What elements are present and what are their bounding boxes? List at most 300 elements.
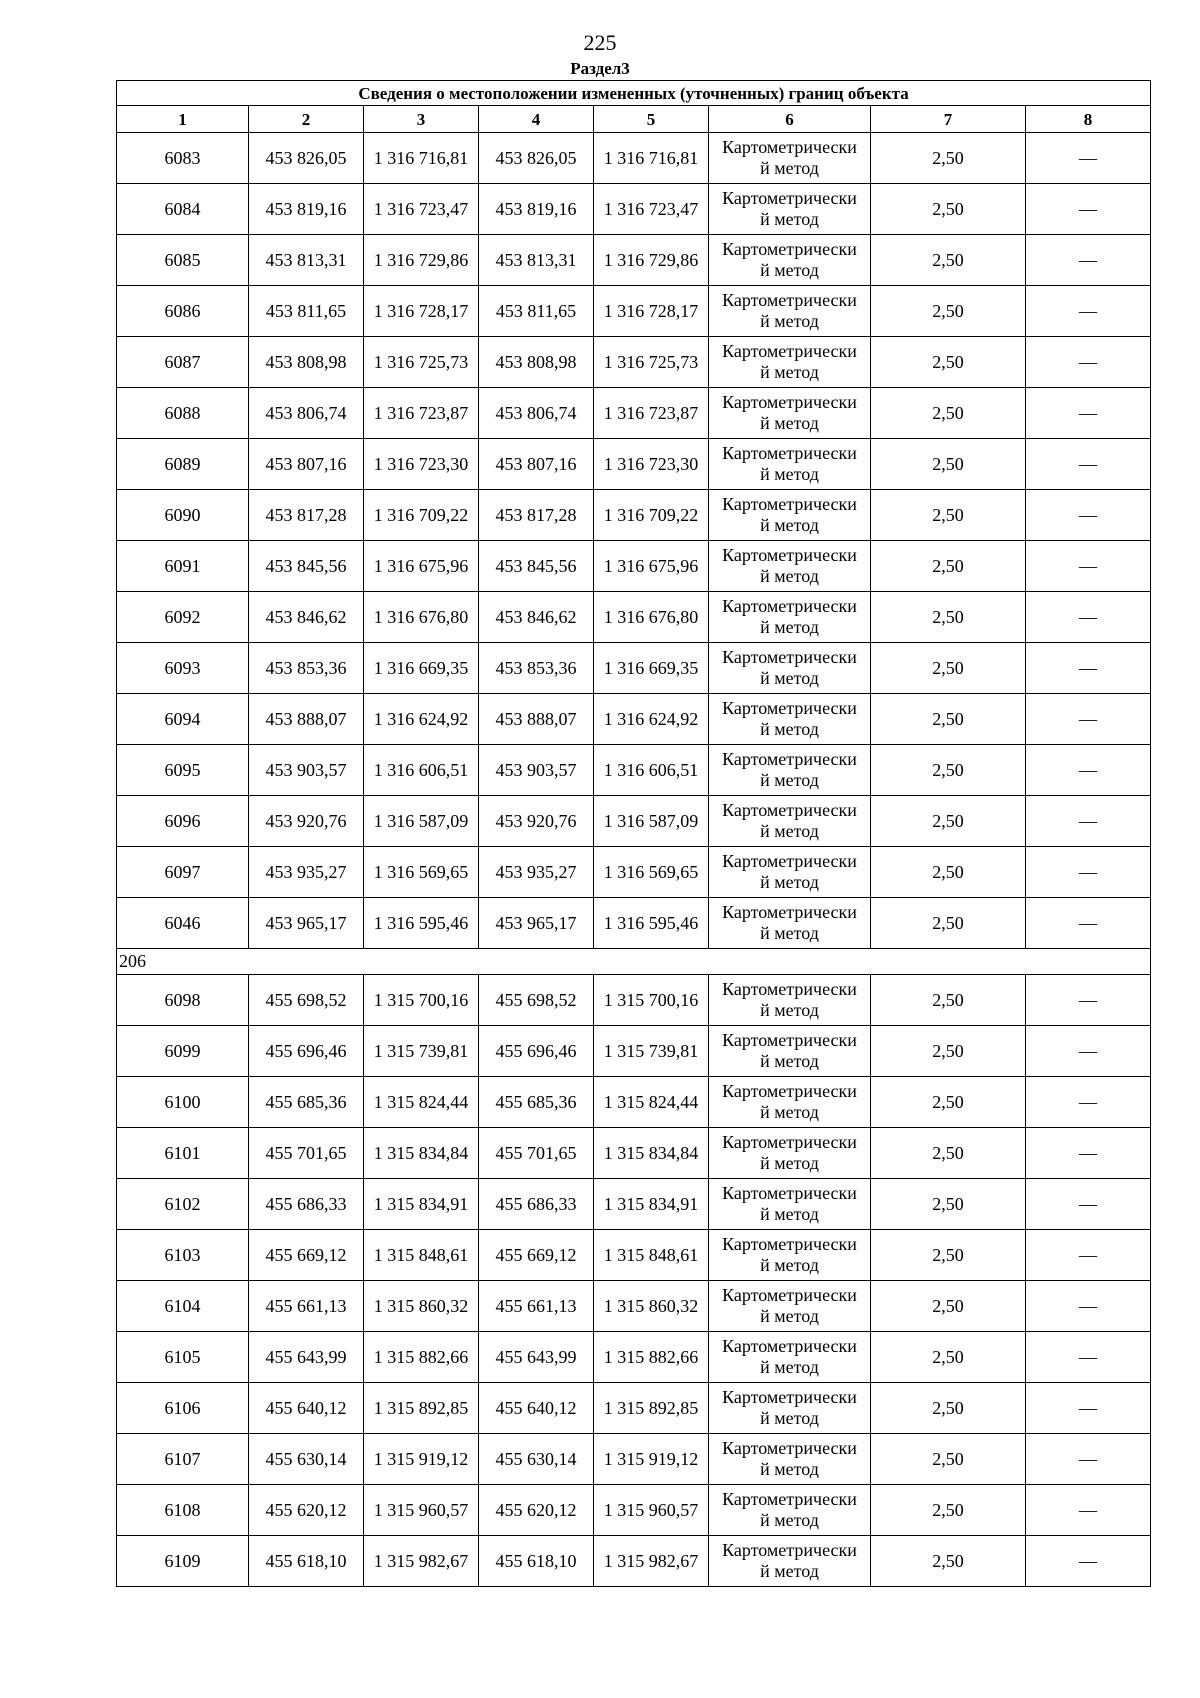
- description-cell: —: [1026, 286, 1151, 337]
- point-number-cell: 6094: [117, 694, 249, 745]
- method-text-line-1: Картометрически: [722, 188, 857, 208]
- y-new-cell: 1 315 739,81: [594, 1026, 709, 1077]
- description-cell: —: [1026, 133, 1151, 184]
- accuracy-cell: 2,50: [871, 184, 1026, 235]
- y-existing-cell: 1 315 882,66: [364, 1332, 479, 1383]
- x-new-cell: 455 618,10: [479, 1536, 594, 1587]
- table-row: [117, 541, 1151, 592]
- column-number: 8: [1026, 106, 1151, 133]
- accuracy-cell: 2,50: [871, 1026, 1026, 1077]
- method-text-line-2: й метод: [760, 1459, 819, 1479]
- accuracy-cell: 2,50: [871, 1179, 1026, 1230]
- table-row: [117, 643, 1151, 694]
- x-new-cell: 453 965,17: [479, 898, 594, 949]
- table-row: [117, 1128, 1151, 1179]
- method-text-line-2: й метод: [760, 719, 819, 739]
- accuracy-cell: 2,50: [871, 541, 1026, 592]
- method-text-line-1: Картометрически: [722, 494, 857, 514]
- description-cell: —: [1026, 1026, 1151, 1077]
- column-number: 2: [249, 106, 364, 133]
- method-cell: [709, 694, 871, 745]
- method-text-line-1: Картометрически: [722, 443, 857, 463]
- y-existing-cell: 1 315 960,57: [364, 1485, 479, 1536]
- method-text-line-1: Картометрически: [722, 800, 857, 820]
- y-new-cell: 1 315 824,44: [594, 1077, 709, 1128]
- contour-group-row: [117, 949, 1151, 975]
- method-text-line-2: й метод: [760, 158, 819, 178]
- method-cell: [709, 541, 871, 592]
- method-text-line-2: й метод: [760, 1357, 819, 1377]
- x-existing-cell: 453 808,98: [249, 337, 364, 388]
- y-new-cell: 1 316 587,09: [594, 796, 709, 847]
- x-existing-cell: 453 811,65: [249, 286, 364, 337]
- x-new-cell: 455 696,46: [479, 1026, 594, 1077]
- y-existing-cell: 1 315 739,81: [364, 1026, 479, 1077]
- method-cell: [709, 1536, 871, 1587]
- accuracy-cell: 2,50: [871, 1281, 1026, 1332]
- y-new-cell: 1 315 982,67: [594, 1536, 709, 1587]
- method-cell: [709, 592, 871, 643]
- x-new-cell: 453 811,65: [479, 286, 594, 337]
- x-new-cell: 453 853,36: [479, 643, 594, 694]
- method-text-line-2: й метод: [760, 260, 819, 280]
- y-existing-cell: 1 315 892,85: [364, 1383, 479, 1434]
- method-cell: [709, 1434, 871, 1485]
- method-text-line-1: Картометрически: [722, 979, 857, 999]
- point-number-cell: 6109: [117, 1536, 249, 1587]
- accuracy-cell: 2,50: [871, 133, 1026, 184]
- x-existing-cell: 455 686,33: [249, 1179, 364, 1230]
- point-number-cell: 6097: [117, 847, 249, 898]
- method-text-line-1: Картометрически: [722, 1438, 857, 1458]
- accuracy-cell: 2,50: [871, 490, 1026, 541]
- x-new-cell: 455 698,52: [479, 975, 594, 1026]
- accuracy-cell: 2,50: [871, 1536, 1026, 1587]
- y-existing-cell: 1 316 675,96: [364, 541, 479, 592]
- x-existing-cell: 455 696,46: [249, 1026, 364, 1077]
- x-existing-cell: 453 817,28: [249, 490, 364, 541]
- table-row: [117, 975, 1151, 1026]
- point-number-cell: 6100: [117, 1077, 249, 1128]
- y-new-cell: 1 316 595,46: [594, 898, 709, 949]
- method-text-line-2: й метод: [760, 821, 819, 841]
- x-existing-cell: 453 920,76: [249, 796, 364, 847]
- y-new-cell: 1 316 675,96: [594, 541, 709, 592]
- x-new-cell: 455 669,12: [479, 1230, 594, 1281]
- point-number-cell: 6096: [117, 796, 249, 847]
- method-text-line-2: й метод: [760, 311, 819, 331]
- method-text-line-1: Картометрически: [722, 239, 857, 259]
- point-number-cell: 6046: [117, 898, 249, 949]
- y-existing-cell: 1 316 716,81: [364, 133, 479, 184]
- y-new-cell: 1 315 700,16: [594, 975, 709, 1026]
- point-number-cell: 6105: [117, 1332, 249, 1383]
- y-existing-cell: 1 315 982,67: [364, 1536, 479, 1587]
- method-cell: [709, 490, 871, 541]
- description-cell: —: [1026, 1179, 1151, 1230]
- method-text-line-2: й метод: [760, 1561, 819, 1581]
- method-text-line-1: Картометрически: [722, 902, 857, 922]
- point-number-cell: 6085: [117, 235, 249, 286]
- y-existing-cell: 1 316 606,51: [364, 745, 479, 796]
- method-cell: [709, 337, 871, 388]
- x-existing-cell: 455 701,65: [249, 1128, 364, 1179]
- accuracy-cell: 2,50: [871, 847, 1026, 898]
- y-existing-cell: 1 316 728,17: [364, 286, 479, 337]
- x-new-cell: 455 686,33: [479, 1179, 594, 1230]
- y-existing-cell: 1 316 595,46: [364, 898, 479, 949]
- method-text-line-1: Картометрически: [722, 545, 857, 565]
- table-row: [117, 1026, 1151, 1077]
- y-new-cell: 1 316 606,51: [594, 745, 709, 796]
- column-number: 5: [594, 106, 709, 133]
- table-row: [117, 1077, 1151, 1128]
- table-row: [117, 745, 1151, 796]
- y-new-cell: 1 315 860,32: [594, 1281, 709, 1332]
- accuracy-cell: 2,50: [871, 1230, 1026, 1281]
- y-new-cell: 1 316 569,65: [594, 847, 709, 898]
- table-row: [117, 439, 1151, 490]
- point-number-cell: 6101: [117, 1128, 249, 1179]
- table-row: [117, 286, 1151, 337]
- x-existing-cell: 453 845,56: [249, 541, 364, 592]
- method-text-line-2: й метод: [760, 617, 819, 637]
- accuracy-cell: 2,50: [871, 337, 1026, 388]
- x-new-cell: 455 643,99: [479, 1332, 594, 1383]
- table-caption: Сведения о местоположении измененных (уточненных) границ объекта: [117, 81, 1151, 106]
- accuracy-cell: 2,50: [871, 439, 1026, 490]
- method-cell: [709, 1332, 871, 1383]
- description-cell: —: [1026, 184, 1151, 235]
- method-text-line-2: й метод: [760, 668, 819, 688]
- table-row: [117, 592, 1151, 643]
- method-text-line-2: й метод: [760, 566, 819, 586]
- method-text-line-1: Картометрически: [722, 1540, 857, 1560]
- method-text-line-2: й метод: [760, 1204, 819, 1224]
- point-number-cell: 6086: [117, 286, 249, 337]
- y-new-cell: 1 316 723,87: [594, 388, 709, 439]
- x-new-cell: 453 807,16: [479, 439, 594, 490]
- x-new-cell: 453 817,28: [479, 490, 594, 541]
- y-existing-cell: 1 316 723,47: [364, 184, 479, 235]
- point-number-cell: 6104: [117, 1281, 249, 1332]
- description-cell: —: [1026, 975, 1151, 1026]
- description-cell: —: [1026, 1128, 1151, 1179]
- description-cell: —: [1026, 439, 1151, 490]
- x-new-cell: 453 826,05: [479, 133, 594, 184]
- accuracy-cell: 2,50: [871, 235, 1026, 286]
- x-existing-cell: 455 685,36: [249, 1077, 364, 1128]
- table-row: [117, 1536, 1151, 1587]
- method-text-line-1: Картометрически: [722, 1489, 857, 1509]
- method-cell: [709, 975, 871, 1026]
- column-number: 7: [871, 106, 1026, 133]
- point-number-cell: 6099: [117, 1026, 249, 1077]
- method-cell: [709, 745, 871, 796]
- x-existing-cell: 453 965,17: [249, 898, 364, 949]
- description-cell: —: [1026, 898, 1151, 949]
- method-text-line-2: й метод: [760, 872, 819, 892]
- method-text-line-1: Картометрически: [722, 851, 857, 871]
- y-existing-cell: 1 316 729,86: [364, 235, 479, 286]
- x-existing-cell: 453 935,27: [249, 847, 364, 898]
- x-new-cell: 453 888,07: [479, 694, 594, 745]
- x-existing-cell: 453 813,31: [249, 235, 364, 286]
- method-cell: [709, 1077, 871, 1128]
- accuracy-cell: 2,50: [871, 286, 1026, 337]
- table-row: [117, 796, 1151, 847]
- y-existing-cell: 1 316 723,30: [364, 439, 479, 490]
- x-existing-cell: 453 853,36: [249, 643, 364, 694]
- method-text-line-1: Картометрически: [722, 698, 857, 718]
- y-new-cell: 1 316 716,81: [594, 133, 709, 184]
- point-number-cell: 6106: [117, 1383, 249, 1434]
- accuracy-cell: 2,50: [871, 1434, 1026, 1485]
- method-text-line-2: й метод: [760, 413, 819, 433]
- method-text-line-1: Картометрически: [722, 341, 857, 361]
- point-number-cell: 6102: [117, 1179, 249, 1230]
- y-new-cell: 1 316 624,92: [594, 694, 709, 745]
- y-new-cell: 1 316 723,47: [594, 184, 709, 235]
- y-new-cell: 1 315 960,57: [594, 1485, 709, 1536]
- y-new-cell: 1 316 676,80: [594, 592, 709, 643]
- method-text-line-2: й метод: [760, 464, 819, 484]
- method-cell: [709, 1485, 871, 1536]
- method-cell: [709, 1128, 871, 1179]
- method-cell: [709, 1383, 871, 1434]
- y-existing-cell: 1 316 569,65: [364, 847, 479, 898]
- description-cell: —: [1026, 745, 1151, 796]
- accuracy-cell: 2,50: [871, 975, 1026, 1026]
- description-cell: —: [1026, 1485, 1151, 1536]
- method-cell: [709, 643, 871, 694]
- method-text-line-1: Картометрически: [722, 1030, 857, 1050]
- method-text-line-2: й метод: [760, 1153, 819, 1173]
- accuracy-cell: 2,50: [871, 796, 1026, 847]
- accuracy-cell: 2,50: [871, 1332, 1026, 1383]
- point-number-cell: 6107: [117, 1434, 249, 1485]
- x-new-cell: 453 808,98: [479, 337, 594, 388]
- method-text-line-1: Картометрически: [722, 1234, 857, 1254]
- x-new-cell: 455 640,12: [479, 1383, 594, 1434]
- description-cell: —: [1026, 847, 1151, 898]
- accuracy-cell: 2,50: [871, 898, 1026, 949]
- method-cell: [709, 184, 871, 235]
- method-text-line-1: Картометрически: [722, 1285, 857, 1305]
- y-new-cell: 1 316 729,86: [594, 235, 709, 286]
- method-text-line-2: й метод: [760, 1408, 819, 1428]
- column-number-row: [117, 106, 1151, 133]
- point-number-cell: 6098: [117, 975, 249, 1026]
- y-existing-cell: 1 315 834,84: [364, 1128, 479, 1179]
- method-text-line-1: Картометрически: [722, 1183, 857, 1203]
- method-cell: [709, 1179, 871, 1230]
- method-text-line-2: й метод: [760, 362, 819, 382]
- table-row: [117, 1281, 1151, 1332]
- x-new-cell: 453 845,56: [479, 541, 594, 592]
- description-cell: —: [1026, 694, 1151, 745]
- table-row: [117, 694, 1151, 745]
- method-cell: [709, 1281, 871, 1332]
- point-number-cell: 6092: [117, 592, 249, 643]
- method-text-line-1: Картометрически: [722, 647, 857, 667]
- y-existing-cell: 1 315 834,91: [364, 1179, 479, 1230]
- x-new-cell: 455 685,36: [479, 1077, 594, 1128]
- table-row: [117, 388, 1151, 439]
- y-existing-cell: 1 316 624,92: [364, 694, 479, 745]
- method-text-line-2: й метод: [760, 1306, 819, 1326]
- y-existing-cell: 1 315 700,16: [364, 975, 479, 1026]
- x-new-cell: 453 819,16: [479, 184, 594, 235]
- method-cell: [709, 235, 871, 286]
- method-cell: [709, 847, 871, 898]
- table-row: [117, 337, 1151, 388]
- method-text-line-2: й метод: [760, 770, 819, 790]
- table-row: [117, 898, 1151, 949]
- point-number-cell: 6108: [117, 1485, 249, 1536]
- y-existing-cell: 1 316 587,09: [364, 796, 479, 847]
- method-text-line-2: й метод: [760, 209, 819, 229]
- description-cell: —: [1026, 1077, 1151, 1128]
- table-row: [117, 490, 1151, 541]
- point-number-cell: 6093: [117, 643, 249, 694]
- point-number-cell: 6091: [117, 541, 249, 592]
- x-existing-cell: 455 643,99: [249, 1332, 364, 1383]
- y-new-cell: 1 315 882,66: [594, 1332, 709, 1383]
- y-existing-cell: 1 315 860,32: [364, 1281, 479, 1332]
- table-row: [117, 1230, 1151, 1281]
- description-cell: —: [1026, 1332, 1151, 1383]
- method-text-line-2: й метод: [760, 1510, 819, 1530]
- table-row: [117, 1383, 1151, 1434]
- accuracy-cell: 2,50: [871, 694, 1026, 745]
- description-cell: —: [1026, 1536, 1151, 1587]
- table-row: [117, 1434, 1151, 1485]
- x-new-cell: 453 806,74: [479, 388, 594, 439]
- x-existing-cell: 453 846,62: [249, 592, 364, 643]
- y-new-cell: 1 316 669,35: [594, 643, 709, 694]
- accuracy-cell: 2,50: [871, 592, 1026, 643]
- method-text-line-2: й метод: [760, 923, 819, 943]
- description-cell: —: [1026, 235, 1151, 286]
- accuracy-cell: 2,50: [871, 388, 1026, 439]
- method-cell: [709, 1230, 871, 1281]
- method-text-line-2: й метод: [760, 515, 819, 535]
- y-new-cell: 1 315 834,84: [594, 1128, 709, 1179]
- x-existing-cell: 453 903,57: [249, 745, 364, 796]
- y-existing-cell: 1 315 848,61: [364, 1230, 479, 1281]
- point-number-cell: 6089: [117, 439, 249, 490]
- y-existing-cell: 1 315 824,44: [364, 1077, 479, 1128]
- point-number-cell: 6090: [117, 490, 249, 541]
- y-new-cell: 1 316 709,22: [594, 490, 709, 541]
- description-cell: —: [1026, 1281, 1151, 1332]
- accuracy-cell: 2,50: [871, 745, 1026, 796]
- method-cell: [709, 439, 871, 490]
- table-row: [117, 184, 1151, 235]
- description-cell: —: [1026, 796, 1151, 847]
- description-cell: —: [1026, 490, 1151, 541]
- x-new-cell: 453 813,31: [479, 235, 594, 286]
- method-text-line-1: Картометрически: [722, 290, 857, 310]
- point-number-cell: 6087: [117, 337, 249, 388]
- x-existing-cell: 455 630,14: [249, 1434, 364, 1485]
- method-text-line-1: Картометрически: [722, 1336, 857, 1356]
- y-existing-cell: 1 315 919,12: [364, 1434, 479, 1485]
- accuracy-cell: 2,50: [871, 1077, 1026, 1128]
- x-existing-cell: 455 698,52: [249, 975, 364, 1026]
- y-new-cell: 1 315 834,91: [594, 1179, 709, 1230]
- coordinates-table: [116, 80, 1151, 1587]
- x-existing-cell: 455 618,10: [249, 1536, 364, 1587]
- method-cell: [709, 286, 871, 337]
- x-new-cell: 455 620,12: [479, 1485, 594, 1536]
- y-new-cell: 1 316 725,73: [594, 337, 709, 388]
- x-new-cell: 453 935,27: [479, 847, 594, 898]
- contour-group-label: 206: [117, 949, 1151, 975]
- accuracy-cell: 2,50: [871, 1128, 1026, 1179]
- point-number-cell: 6083: [117, 133, 249, 184]
- accuracy-cell: 2,50: [871, 1485, 1026, 1536]
- point-number-cell: 6088: [117, 388, 249, 439]
- page-number: 225: [583, 30, 617, 55]
- x-existing-cell: 455 620,12: [249, 1485, 364, 1536]
- y-new-cell: 1 315 919,12: [594, 1434, 709, 1485]
- column-number: 4: [479, 106, 594, 133]
- y-existing-cell: 1 316 676,80: [364, 592, 479, 643]
- method-cell: [709, 796, 871, 847]
- x-existing-cell: 455 661,13: [249, 1281, 364, 1332]
- y-new-cell: 1 316 728,17: [594, 286, 709, 337]
- x-new-cell: 453 920,76: [479, 796, 594, 847]
- description-cell: —: [1026, 1230, 1151, 1281]
- method-text-line-2: й метод: [760, 1255, 819, 1275]
- x-existing-cell: 453 888,07: [249, 694, 364, 745]
- y-existing-cell: 1 316 709,22: [364, 490, 479, 541]
- x-new-cell: 455 630,14: [479, 1434, 594, 1485]
- x-existing-cell: 453 826,05: [249, 133, 364, 184]
- x-existing-cell: 455 640,12: [249, 1383, 364, 1434]
- method-text-line-2: й метод: [760, 1102, 819, 1122]
- description-cell: —: [1026, 388, 1151, 439]
- y-existing-cell: 1 316 723,87: [364, 388, 479, 439]
- point-number-cell: 6095: [117, 745, 249, 796]
- method-cell: [709, 1026, 871, 1077]
- method-cell: [709, 898, 871, 949]
- method-text-line-1: Картометрически: [722, 1132, 857, 1152]
- x-existing-cell: 453 807,16: [249, 439, 364, 490]
- y-new-cell: 1 316 723,30: [594, 439, 709, 490]
- table-row: [117, 133, 1151, 184]
- method-text-line-1: Картометрически: [722, 137, 857, 157]
- description-cell: —: [1026, 592, 1151, 643]
- x-new-cell: 455 661,13: [479, 1281, 594, 1332]
- description-cell: —: [1026, 643, 1151, 694]
- section-title: Раздел3: [570, 59, 630, 78]
- x-new-cell: 453 846,62: [479, 592, 594, 643]
- table-row: [117, 1485, 1151, 1536]
- method-text-line-1: Картометрически: [722, 1387, 857, 1407]
- description-cell: —: [1026, 337, 1151, 388]
- accuracy-cell: 2,50: [871, 1383, 1026, 1434]
- column-number: 1: [117, 106, 249, 133]
- x-existing-cell: 453 806,74: [249, 388, 364, 439]
- description-cell: —: [1026, 1383, 1151, 1434]
- x-new-cell: 453 903,57: [479, 745, 594, 796]
- x-new-cell: 455 701,65: [479, 1128, 594, 1179]
- method-text-line-1: Картометрически: [722, 392, 857, 412]
- table-row: [117, 235, 1151, 286]
